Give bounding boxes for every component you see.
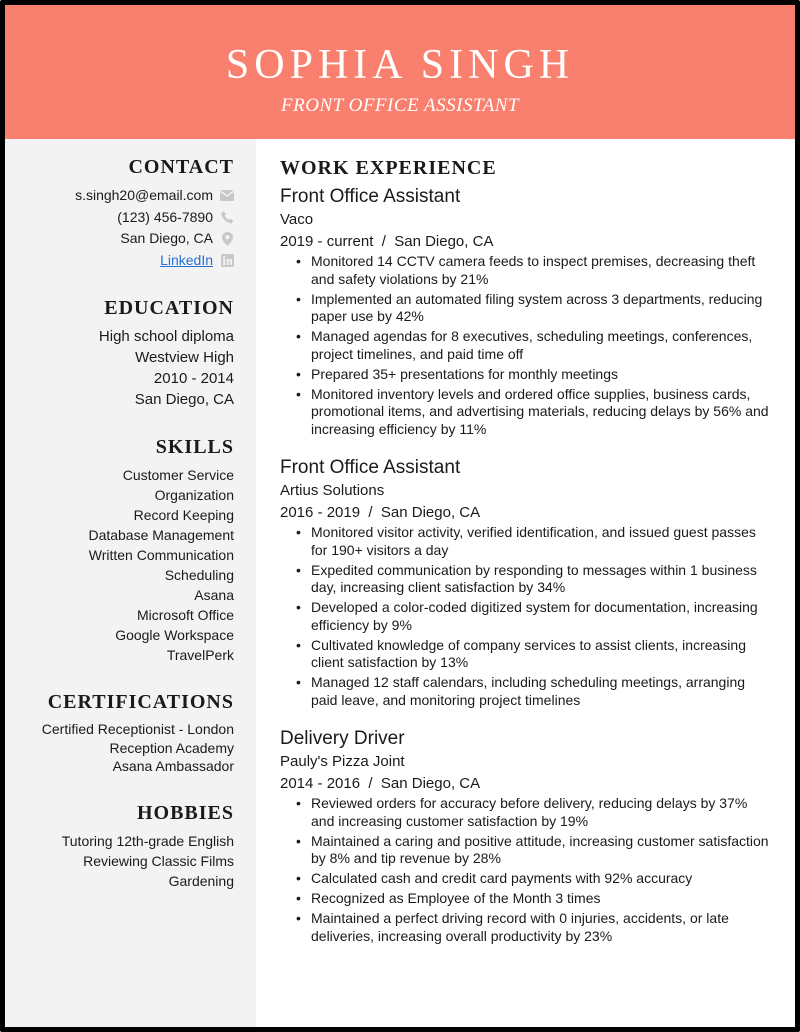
hobby-item: Tutoring 12th-grade English [61,832,234,849]
job-bullet: • Implemented an automated filing system across 3 departments, reducing paper use by 42% [311,291,770,326]
job-bullet: • Managed agendas for 8 executives, scheduling meetings, conferences, project timelines, and paid time off [311,328,770,363]
email-text: s.singh20@email.com [75,187,213,203]
certification-item: Asana Ambassador [112,758,234,774]
job-bullet: • Maintained a perfect driving record with 0 injuries, accidents, or late deliveries, increasing overall productivity by 23% [311,910,770,945]
job-entry [280,184,770,438]
phone-text: (123) 456-7890 [117,208,213,225]
job-bullet: • Monitored 14 CCTV camera feeds to inspect premises, decreasing theft and safety violations by 21% [311,253,770,288]
skill-item: Asana [194,587,234,603]
skill-item: Microsoft Office [137,607,234,623]
skills-section [14,436,234,665]
job-title: Front Office Assistant [280,186,461,207]
job-bullets [280,253,770,438]
job-bullet: • Monitored visitor activity, verified identification, and issued guest passes for 190+ visitors a day [311,524,770,559]
job-bullet: • Maintained a caring and positive attitude, increasing customer satisfaction by 8% and tip revenue by 28% [311,833,770,868]
skill-item: Record Keeping [133,507,234,523]
contact-phone [14,207,234,229]
skill-item: Scheduling [164,567,234,583]
job-dates-location: 2014 - 2016 / San Diego, CA [280,775,481,792]
candidate-name: SOPHIA SINGH [225,42,575,88]
sidebar [5,139,256,1027]
job-bullets [280,524,770,709]
education-school: Westview High [135,349,234,366]
job-company: Vaco [280,211,314,228]
skill-item: Written Communication [88,547,234,563]
sidebar-content [14,156,234,917]
job-bullet: • Prepared 35+ presentations for monthly meetings [311,366,770,384]
contact-location [14,228,234,250]
certification-item: Certified Receptionist - London Reception Academy [41,721,234,756]
hobby-item: Reviewing Classic Films [83,852,234,869]
skill-item: Database Management [88,527,234,543]
job-dates-location: 2019 - current / San Diego, CA [280,233,494,250]
linkedin-link[interactable]: LinkedIn [160,251,213,268]
job-entry [280,726,770,945]
job-dates-location: 2016 - 2019 / San Diego, CA [280,504,481,521]
phone-icon [220,210,234,224]
education-location: San Diego, CA [134,391,234,408]
job-bullet: • Cultivated knowledge of company services to assist clients, increasing client satisfaction by 13% [311,637,770,672]
contact-section [14,156,234,271]
education-years: 2010 - 2014 [153,370,234,387]
job-entry [280,455,770,709]
resume-header [5,5,795,139]
job-title: Front Office Assistant [280,457,461,478]
job-company: Artius Solutions [280,482,385,499]
envelope-icon [220,189,234,203]
job-bullets [280,795,770,945]
work-experience-heading: WORK EXPERIENCE [280,157,497,179]
skill-item: TravelPerk [166,647,234,663]
hobbies-heading: HOBBIES [136,801,234,824]
contact-heading: CONTACT [128,156,234,178]
education-heading: EDUCATION [104,297,234,319]
work-experience-section [280,157,770,962]
certifications-section [14,691,234,776]
education-section [14,297,234,410]
job-bullet: • Developed a color-coded digitized system for documentation, increasing efficiency by 9% [311,599,770,634]
job-bullet: • Reviewed orders for accuracy before delivery, reducing delays by 37% and increasing customer satisfaction by 19% [311,795,770,830]
job-bullet: • Calculated cash and credit card payments with 92% accuracy [311,870,770,888]
skills-heading: SKILLS [155,436,234,458]
map-pin-icon [220,232,234,246]
contact-email [14,185,234,207]
job-bullet: • Monitored inventory levels and ordered office supplies, business cards, promotional items, and advertising materials, reducing delays by 56% and increasing efficiency by 11% [311,386,770,439]
job-title: Delivery Driver [280,728,405,749]
job-bullet: • Managed 12 staff calendars, including scheduling meetings, arranging paid leave, and monitoring project timelines [311,674,770,709]
certifications-heading: CERTIFICATIONS [47,691,234,713]
contact-linkedin [14,250,234,272]
skill-item: Google Workspace [115,627,234,643]
candidate-title: FRONT OFFICE ASSISTANT [281,95,519,116]
hobbies-section [14,802,234,891]
job-company: Pauly's Pizza Joint [280,753,405,770]
skill-item: Organization [154,487,234,503]
location-text: San Diego, CA [120,230,213,246]
job-bullet: • Recognized as Employee of the Month 3 times [311,890,770,908]
hobby-item: Gardening [168,872,234,889]
education-degree: High school diploma [98,328,234,345]
skill-item: Customer Service [122,467,234,483]
job-bullet: • Expedited communication by responding to messages within 1 business day, increasing client satisfaction by 34% [311,562,770,597]
linkedin-icon [220,253,234,267]
